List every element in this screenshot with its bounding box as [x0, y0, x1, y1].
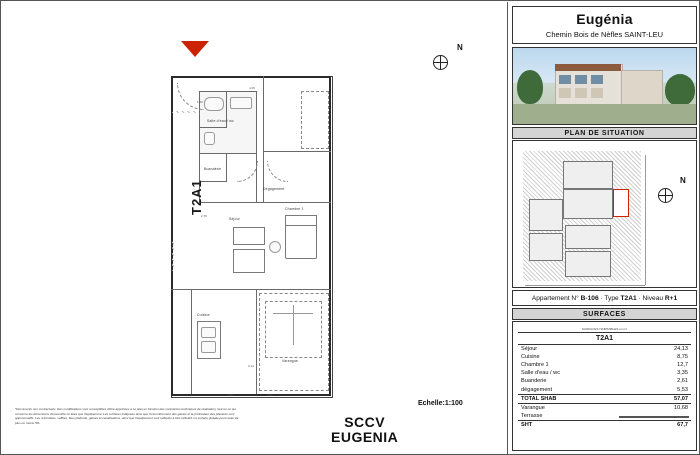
- room-label-varangue: Varangue: [282, 359, 299, 363]
- room-label-sejour: Séjour: [229, 217, 241, 221]
- apt-level-prefix: Niveau: [642, 294, 664, 302]
- dimension-label: 2,61: [267, 393, 273, 397]
- sht-label: SHT: [518, 420, 647, 429]
- developer-line-2: EUGENIA: [331, 428, 399, 445]
- wc-furniture: [204, 132, 215, 145]
- surface-label: Séjour: [521, 346, 538, 353]
- sht-value: 67,7: [647, 420, 691, 429]
- north-arrow-plan: [433, 45, 467, 79]
- surface-value: 3,35: [677, 370, 688, 377]
- compass-icon: [658, 188, 673, 203]
- hatch-wall-2: [172, 241, 174, 271]
- room-label-salle-deau: Salle d'eau / wc: [207, 119, 234, 123]
- building-photo: [512, 47, 697, 125]
- window-3: [591, 75, 603, 84]
- wall-bath-bottom: [199, 153, 257, 154]
- building-roof: [555, 64, 621, 71]
- developer-block: [331, 415, 398, 444]
- site-block-f: [565, 251, 611, 277]
- table-row: [518, 369, 691, 377]
- window-1: [559, 75, 571, 84]
- apt-type: T2A1: [620, 294, 637, 302]
- terrasse-label: Terrasse: [521, 412, 543, 419]
- surface-value: 24,13: [674, 346, 688, 353]
- apt-level: R+1: [664, 294, 678, 302]
- surfaces-table-box: [512, 321, 697, 451]
- entrance-marker-icon: [181, 41, 209, 57]
- situation-plan-drawing: [517, 145, 692, 283]
- situation-plan-box: [512, 140, 697, 288]
- site-block-a: [563, 161, 613, 189]
- wall-laundry-split: [226, 153, 227, 181]
- table-row: [518, 353, 691, 361]
- apt-prefix: Appartement N°: [531, 294, 579, 302]
- table-row: [518, 403, 691, 412]
- hatch-wall-1: [172, 111, 198, 113]
- surface-value: 2,61: [677, 378, 688, 385]
- wall-left: [171, 76, 173, 396]
- north-arrow-situation: [658, 176, 688, 209]
- site-boundary-line: [645, 155, 646, 285]
- table-row-total: [518, 394, 691, 403]
- wall-top: [171, 76, 331, 78]
- tree-left: [517, 70, 543, 104]
- right-void-outline: [301, 91, 329, 149]
- surface-label: Buanderie: [521, 378, 547, 385]
- developer-line-1: SCCV: [344, 414, 386, 430]
- wall-bottom: [171, 394, 331, 396]
- surface-label: Cuisine: [521, 354, 540, 361]
- unit-highlight: [613, 189, 629, 217]
- apartment-info-text: Appartement N° B-106 · Type T2A1 · Niveau R+1: [531, 294, 678, 302]
- surfaces-column-header: T2A1: [518, 333, 691, 345]
- site-block-e: [565, 225, 611, 249]
- surfaces-table-inner: [518, 327, 691, 445]
- apt-number: B-106: [580, 294, 599, 302]
- table-row: [518, 345, 691, 353]
- sink-furniture: [201, 327, 216, 338]
- site-block-d: [529, 233, 563, 261]
- wall-bath-top: [199, 91, 257, 92]
- wall-room-sep2: [263, 151, 331, 152]
- site-road-line: [525, 285, 645, 286]
- wall-corridor-bottom: [199, 202, 331, 203]
- bed-headboard: [285, 215, 317, 226]
- table-row-sht: [518, 420, 691, 429]
- dimension-label: 3,36: [227, 393, 233, 397]
- window-2: [575, 75, 587, 84]
- surface-value: 12,7: [677, 362, 688, 369]
- terrasse-value: [647, 412, 691, 421]
- total-shab-label: TOTAL SHAB: [518, 394, 647, 403]
- project-address: Chemin Bois de Nèfles SAINT-LEU: [545, 30, 664, 39]
- sofa-furniture: [233, 227, 265, 245]
- terrasse-strike: [619, 416, 689, 419]
- dimension-label: 1,50: [197, 100, 203, 104]
- apartment-info-bar: [512, 290, 697, 306]
- dimension-label: 3,14: [248, 364, 254, 368]
- apt-type-prefix: Type: [604, 294, 619, 302]
- situation-title-bar: [512, 127, 697, 139]
- round-table-furniture: [269, 241, 281, 253]
- floor-plan-area: [1, 1, 506, 454]
- table-row: [518, 412, 691, 421]
- scale-label: Echelle:1:100: [418, 400, 463, 407]
- balcony-2: [575, 88, 587, 98]
- surfaces-title-bar: [512, 308, 697, 320]
- site-block-b: [563, 189, 613, 219]
- room-label-cuisine: Cuisine: [197, 313, 210, 317]
- wall-right: [329, 76, 331, 396]
- unit-type-label: T2A1: [189, 179, 204, 215]
- foreground-ground: [513, 104, 697, 125]
- surface-label: Salle d'eau / wc: [521, 370, 561, 377]
- varangue-label: Varangue: [521, 404, 545, 411]
- surface-value: 8,75: [677, 354, 688, 361]
- table-row: [518, 385, 691, 394]
- shower-furniture: [204, 97, 224, 111]
- total-shab-value: 57,07: [647, 394, 691, 403]
- wall-wc-split: [199, 127, 227, 128]
- room-label-degagement: Dégagement: [263, 187, 285, 191]
- north-letter-situation: N: [680, 176, 686, 185]
- project-title-box: [512, 6, 697, 44]
- situation-title-text: PLAN DE SITUATION: [564, 129, 645, 137]
- legal-disclaimer: *Documents non contractuels. Des modifications sont susceptibles d'être apportées à ce plan en fonction des contraintes techniques de réalisation, tant en ce qui concerne les dimensions d'ensemble ou liées que l'équipement. Les surfaces indiquées ainsi que l'encombrement des gaines et la profondeur des placards sont approximatifs. Les retombées, soffites, faux plafonds, gaines et canalisations, ainsi que l'équipement sont indiqués à titre indicatif. La surface globale peut varier de plus ou moins 5%.: [15, 407, 239, 425]
- wall-kitchen-left: [191, 289, 192, 394]
- info-panel: [507, 2, 700, 454]
- table-row: [518, 361, 691, 369]
- surfaces-title-text: SURFACES: [583, 310, 626, 318]
- table-furniture: [233, 249, 265, 273]
- surface-label: dégagement: [521, 386, 553, 393]
- project-name: Eugénia: [576, 11, 633, 27]
- site-block-c: [529, 199, 563, 231]
- dimension-label: 4,25: [249, 86, 255, 90]
- surface-value: 5,53: [677, 386, 688, 393]
- vanity-furniture: [230, 97, 252, 109]
- terrasse-detail-2: [293, 305, 294, 345]
- balcony-3: [591, 88, 603, 98]
- table-row: [518, 377, 691, 385]
- varangue-value: 10,68: [674, 404, 688, 411]
- cooktop-furniture: [201, 341, 216, 353]
- wall-room-sep: [263, 76, 264, 203]
- balcony-1: [559, 88, 571, 98]
- room-label-chambre1: Chambre 1: [285, 207, 304, 211]
- wall-bath-right: [256, 91, 257, 153]
- room-label-buanderie: Buanderie: [204, 167, 222, 171]
- photo-image: [513, 48, 696, 124]
- surface-label: Chambre 1: [521, 362, 549, 369]
- surfaces-table: [518, 345, 691, 429]
- building-annex: [621, 70, 663, 106]
- tree-right: [665, 74, 695, 106]
- dimension-label: 2,79: [201, 214, 207, 218]
- wall-living-bottom: [171, 289, 331, 290]
- wall-kitchen-right: [256, 289, 257, 394]
- surfaces-note: SURFACES HABITABLES en m²: [518, 327, 691, 333]
- compass-icon: [433, 55, 448, 70]
- north-letter-plan: N: [457, 43, 463, 52]
